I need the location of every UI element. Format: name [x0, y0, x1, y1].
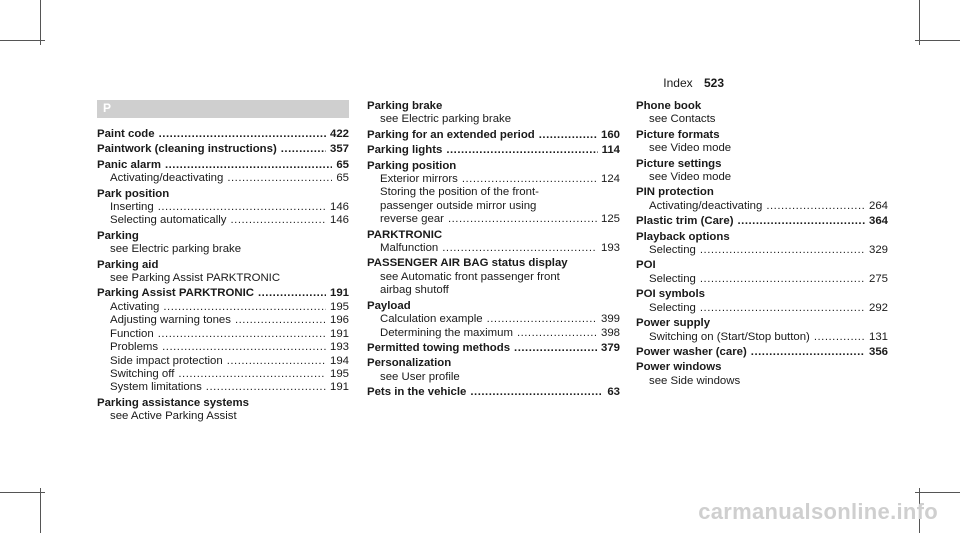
index-subterm: [367, 113, 620, 126]
index-entry: [367, 357, 620, 384]
subterm-label: Adjusting warning tones: [110, 314, 231, 327]
page-ref: 194: [329, 354, 349, 367]
leader-dots: [448, 213, 597, 226]
index-term: [97, 230, 349, 243]
term-label: Parking position: [367, 159, 457, 172]
index-subterm: [97, 272, 349, 285]
subterm-label: airbag shutoff: [380, 284, 449, 297]
term-label: Power windows: [636, 361, 722, 374]
index-subterm: [367, 200, 620, 213]
index-term: [636, 361, 888, 374]
index-subterm: [636, 331, 888, 344]
term-label: Picture settings: [636, 157, 722, 170]
subterm-label: System limitations: [110, 381, 202, 394]
index-term: [367, 229, 620, 242]
index-term: [367, 342, 620, 355]
index-entry: [97, 259, 349, 286]
term-label: Parking aid: [97, 258, 159, 271]
leader-dots: [487, 313, 597, 326]
term-label: Parking for an extended period: [367, 128, 535, 141]
leader-dots: [738, 215, 865, 228]
term-label: Plastic trim (Care): [636, 215, 734, 228]
page-ref: 264: [868, 199, 888, 212]
index-entry: [367, 144, 620, 157]
index-subterm: [367, 284, 620, 297]
index-term: [97, 188, 349, 201]
term-label: Paintwork (cleaning instructions): [97, 143, 277, 156]
page-ref: 65: [336, 172, 349, 185]
page-header: [663, 76, 724, 90]
index-entry: [636, 129, 888, 156]
index-subterm: [636, 200, 888, 213]
subterm-label: Switching off: [110, 367, 175, 380]
leader-dots: [163, 301, 326, 314]
index-subterm: [97, 172, 349, 185]
term-label: Parking assistance systems: [97, 396, 249, 409]
term-label: Parking Assist PARKTRONIC: [97, 287, 254, 300]
index-entry: [367, 100, 620, 127]
term-label: Paint code: [97, 128, 155, 140]
index-term: [97, 159, 349, 172]
page-ref: 65: [336, 158, 349, 171]
crop-mark: [915, 40, 960, 41]
index-subterm: [367, 186, 620, 199]
index-entry: [636, 100, 888, 127]
subterm-label: see Electric parking brake: [110, 243, 242, 256]
index-entry: [636, 361, 888, 388]
index-entry: [636, 231, 888, 258]
index-entry: [636, 186, 888, 213]
page-ref: 364: [868, 215, 888, 228]
leader-dots: [470, 386, 603, 399]
page-ref: 191: [329, 327, 349, 340]
index-subterm: [97, 243, 349, 256]
index-entry: [367, 257, 620, 297]
term-label: Power washer (care): [636, 345, 747, 358]
index-term: [636, 288, 888, 301]
index-subterm: [636, 273, 888, 286]
term-label: Parking brake: [367, 100, 443, 112]
watermark: carmanualsonline.info: [698, 499, 938, 524]
index-subterm: [367, 327, 620, 340]
index-column-2: [367, 100, 620, 402]
index-column-3: [636, 100, 888, 390]
index-entry: [367, 342, 620, 355]
index-subterm: [97, 410, 349, 423]
index-term: [636, 231, 888, 244]
index-term: [97, 128, 349, 141]
index-term: [636, 186, 888, 199]
subterm-label: Problems: [110, 341, 159, 354]
subterm-label: Exterior mirrors: [380, 173, 458, 186]
leader-dots: [165, 159, 332, 172]
page-ref: 191: [329, 381, 349, 394]
subterm-label: see Side windows: [649, 374, 741, 387]
page-ref: 193: [329, 341, 349, 354]
leader-dots: [227, 355, 326, 368]
subterm-label: Activating: [110, 300, 160, 313]
index-subterm: [97, 368, 349, 381]
index-subterm: [97, 341, 349, 354]
leader-dots: [700, 273, 865, 286]
leader-dots: [539, 129, 597, 142]
index-entry: [367, 160, 620, 227]
subterm-label: Inserting: [110, 201, 154, 214]
subterm-label: Side impact protection: [110, 354, 223, 367]
leader-dots: [258, 287, 326, 300]
index-term: [367, 300, 620, 313]
index-subterm: [97, 301, 349, 314]
term-label: Phone book: [636, 100, 702, 112]
leader-dots: [159, 128, 326, 141]
leader-dots: [517, 327, 597, 340]
page-ref: 357: [329, 143, 349, 156]
index-entry: [97, 143, 349, 156]
leader-dots: [814, 331, 865, 344]
index-subterm: [636, 244, 888, 257]
crop-mark: [40, 0, 41, 45]
page-ref: 191: [329, 287, 349, 300]
crop-mark: [0, 40, 45, 41]
page-ref: 114: [601, 144, 620, 157]
index-column-1: [97, 100, 349, 426]
term-label: PARKTRONIC: [367, 228, 443, 241]
index-term: [97, 287, 349, 300]
index-term: [367, 129, 620, 142]
index-entry: [97, 397, 349, 424]
term-label: Parking: [97, 229, 139, 242]
index-subterm: [97, 214, 349, 227]
index-term: [636, 158, 888, 171]
index-subterm: [367, 313, 620, 326]
page-ref: 398: [600, 326, 620, 339]
index-subterm: [97, 381, 349, 394]
index-entry: [636, 346, 888, 359]
index-subterm: [97, 328, 349, 341]
leader-dots: [462, 173, 597, 186]
entries-col2: [367, 100, 620, 400]
index-subterm: [636, 113, 888, 126]
term-label: Permitted towing methods: [367, 341, 511, 354]
index-subterm: [367, 242, 620, 255]
term-label: POI symbols: [636, 288, 706, 301]
index-term: [97, 259, 349, 272]
leader-dots: [178, 368, 326, 381]
entries-col3: [636, 100, 888, 388]
leader-dots: [700, 244, 865, 257]
header-word: Index: [663, 76, 693, 90]
page-ref: 195: [329, 367, 349, 380]
subterm-label: Switching on (Start/Stop button): [649, 330, 810, 343]
page-ref: 292: [868, 301, 888, 314]
subterm-label: passenger outside mirror using: [380, 199, 537, 212]
page-ref: 193: [600, 242, 620, 255]
index-subterm: [636, 171, 888, 184]
index-entry: [636, 288, 888, 315]
subterm-label: Activating/deactivating: [649, 199, 763, 212]
page-ref: 146: [329, 201, 349, 214]
index-term: [367, 144, 620, 157]
index-subterm: [367, 213, 620, 226]
term-label: Picture formats: [636, 128, 720, 141]
page-ref: 124: [600, 173, 620, 186]
subterm-label: see Parking Assist PARKTRONIC: [110, 272, 281, 285]
term-label: Pets in the vehicle: [367, 386, 467, 399]
page-ref: 356: [868, 345, 888, 358]
leader-dots: [235, 314, 326, 327]
term-label: Panic alarm: [97, 158, 161, 171]
index-entry: [367, 386, 620, 399]
page-ref: 195: [329, 300, 349, 313]
index-entry: [367, 300, 620, 340]
crop-mark: [919, 0, 920, 45]
index-subterm: [367, 371, 620, 384]
index-subterm: [97, 355, 349, 368]
index-term: [367, 386, 620, 399]
page-ref: 160: [600, 128, 620, 141]
subterm-label: Malfunction: [380, 242, 439, 255]
index-subterm: [636, 302, 888, 315]
index-entry: [97, 128, 349, 141]
subterm-label: see Electric parking brake: [380, 113, 512, 126]
subterm-label: see Automatic front passenger front: [380, 270, 560, 283]
subterm-label: Calculation example: [380, 313, 483, 326]
leader-dots: [158, 328, 326, 341]
index-entry: [367, 229, 620, 256]
index-entry: [636, 158, 888, 185]
index-term: [367, 100, 620, 113]
subterm-label: see Video mode: [649, 142, 732, 155]
leader-dots: [206, 381, 326, 394]
subterm-label: see Video mode: [649, 171, 732, 184]
index-term: [367, 257, 620, 270]
page-ref: 275: [868, 272, 888, 285]
term-label: Park position: [97, 187, 170, 200]
term-label: Playback options: [636, 230, 730, 243]
leader-dots: [751, 346, 865, 359]
term-label: Payload: [367, 299, 411, 312]
crop-mark: [40, 488, 41, 533]
index-subterm: [636, 142, 888, 155]
subterm-label: Function: [110, 327, 154, 340]
index-term: [636, 215, 888, 228]
index-entry: [97, 287, 349, 394]
index-subterm: [636, 375, 888, 388]
leader-dots: [227, 172, 332, 185]
term-label: PASSENGER AIR BAG status display: [367, 257, 568, 270]
subterm-label: Selecting automatically: [110, 214, 227, 227]
subterm-label: see Active Parking Assist: [110, 410, 237, 423]
section-letter-bar: [97, 100, 349, 118]
index-term: [636, 259, 888, 272]
page-ref: 196: [329, 314, 349, 327]
leader-dots: [231, 214, 326, 227]
page-ref: 125: [600, 213, 620, 226]
index-term: [636, 129, 888, 142]
index-term: [367, 357, 620, 370]
index-entry: [97, 230, 349, 257]
leader-dots: [162, 341, 326, 354]
subterm-label: Selecting: [649, 272, 696, 285]
index-term: [636, 100, 888, 113]
index-subterm: [97, 314, 349, 327]
index-entry: [97, 159, 349, 186]
leader-dots: [281, 143, 326, 156]
index-term: [367, 160, 620, 173]
index-term: [636, 317, 888, 330]
subterm-label: Activating/deactivating: [110, 172, 224, 185]
section-letter: P: [103, 101, 112, 115]
term-label: POI: [636, 259, 656, 272]
subterm-label: Determining the maximum: [380, 326, 513, 339]
page-ref: 422: [329, 128, 349, 140]
index-term: [636, 346, 888, 359]
index-entry: [636, 317, 888, 344]
index-term: [97, 143, 349, 156]
subterm-label: Storing the position of the front-: [380, 186, 539, 199]
leader-dots: [514, 342, 597, 355]
leader-dots: [442, 242, 597, 255]
entries-col1: [97, 128, 349, 424]
leader-dots: [700, 302, 865, 315]
leader-dots: [446, 144, 597, 157]
page-ref: 63: [607, 386, 620, 399]
index-subterm: [367, 271, 620, 284]
crop-mark: [915, 492, 960, 493]
term-label: PIN protection: [636, 186, 714, 199]
leader-dots: [766, 200, 865, 213]
subterm-label: reverse gear: [380, 213, 444, 226]
term-label: Power supply: [636, 317, 711, 330]
page-ref: 379: [600, 341, 620, 354]
subterm-label: Selecting: [649, 244, 696, 257]
page-ref: 399: [600, 313, 620, 326]
index-entry: [97, 188, 349, 228]
index-subterm: [97, 201, 349, 214]
page-ref: 146: [329, 214, 349, 227]
crop-mark: [0, 492, 45, 493]
term-label: Personalization: [367, 357, 452, 370]
subterm-label: see User profile: [380, 370, 460, 383]
index-entry: [636, 215, 888, 228]
page-number: 523: [703, 76, 724, 90]
subterm-label: see Contacts: [649, 113, 716, 126]
page-ref: 329: [868, 244, 888, 257]
index-entry: [636, 259, 888, 286]
term-label: Parking lights: [367, 144, 443, 157]
leader-dots: [158, 201, 326, 214]
index-subterm: [367, 173, 620, 186]
index-term: [97, 397, 349, 410]
page-ref: 131: [868, 330, 888, 343]
subterm-label: Selecting: [649, 301, 696, 314]
index-entry: [367, 129, 620, 142]
